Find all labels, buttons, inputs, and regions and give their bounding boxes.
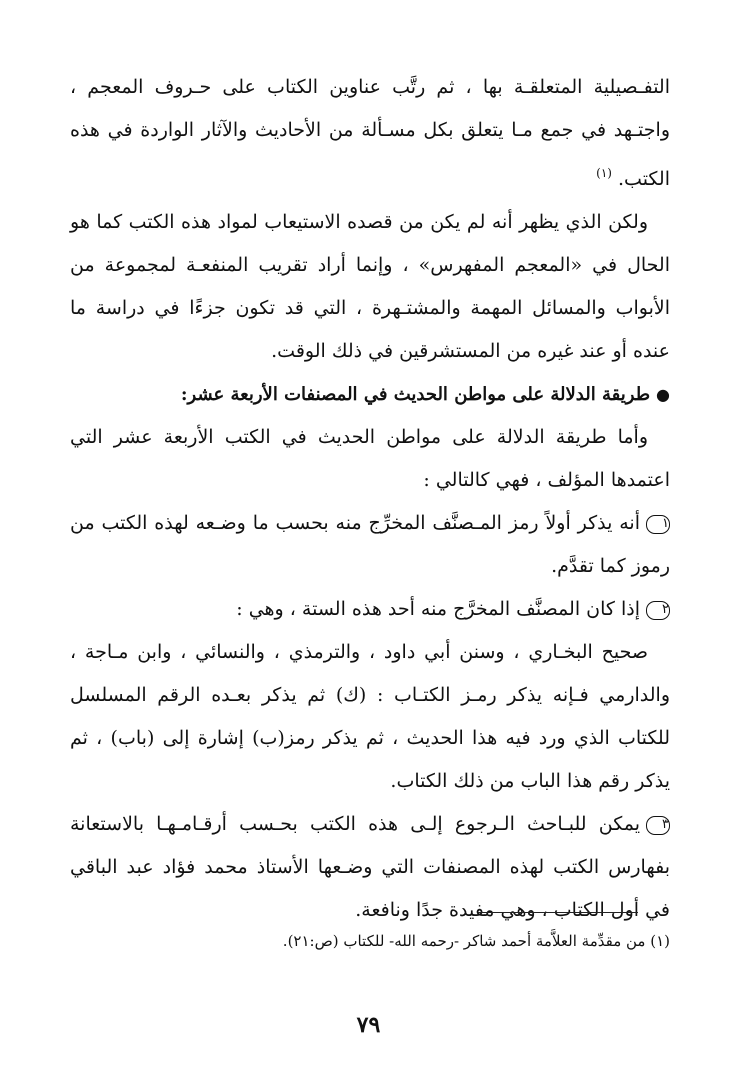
paragraph-1 [70,66,670,201]
list-item-1-text: أنه يذكر أولاً رمز المـصنَّف المخرِّج منه بحسب ما وضـعه لهذه الكتب من رموز كما تقدَّم. [70,512,670,577]
item-number-badge: ١ [646,515,670,534]
paragraph-2: ولكن الذي يظهر أنه لم يكن من قصده الاستيعاب لمواد هذه الكتب كما هو الحال في «المعجم المفهرس» ، وإنما أراد تقريب المنفعـة لمجموعة من الأبواب والمسائل المهمة والمشتـهرة ، التي قد تكون جزءًا في دراسة ما عنده أو عند غيره من المستشرقين في ذلك الوقت. [70,211,670,362]
footnote: (١) من مقدِّمة العلاَّمة أحمد شاكر -رحمه الله- للكتاب (ص:٢١). [282,932,670,950]
item-number-badge: ٢ [646,601,670,620]
bullet-icon: ● [656,385,670,404]
footnote-marker: (١) [596,166,612,180]
paragraph-3: وأما طريقة الدلالة على مواطن الحديث في الكتب الأربعة عشر التي اعتمدها المؤلف ، فهي كالتالي : [70,426,670,491]
list-item-2 [70,588,670,631]
section-heading-text: طريقة الدلالة على مواطن الحديث في المصنفات الأربعة عشر: [180,384,651,405]
item-number-badge: ٣ [646,816,670,835]
body-text [70,66,670,932]
paragraph-1-text: التفـصيلية المتعلقـة بها ، ثم رتَّب عناوين الكتاب على حـروف المعجم ، واجتـهد في جمع مـا يتعلق بكل مسـألة من الأحاديث والآثار الواردة في هذه الكتب. [70,76,670,190]
section-heading [70,373,670,416]
list-item-2-text: إذا كان المصنَّف المخرَّج منه أحد هذه الستة ، وهي : [236,598,640,620]
list-item-3-text: يمكن للبـاحث الـرجوع إلـى هذه الكتب بحـسب أرقـامـهـا بالاستعانة بفهارس الكتب لهذه المصنفات التي وضـعها الأستاذ محمد فؤاد عبد الباقي في أول الكتاب ، وهي مفيدة جدًا ونافعة. [70,813,670,921]
paragraph-4: صحيح البخـاري ، وسنن أبي داود ، والترمذي ، والنسائي ، وابن مـاجة ، والدارمي فـإنه يذكر رمـز الكتـاب : (ك) ثم يذكر بعـده الرقم المسلسل للكتاب الذي ورد فيه هذا الحديث ، ثم يذكر رمز(ب) إشارة إلى (باب) ، ثم يذكر رقم هذا الباب من ذلك الكتاب. [70,641,670,792]
footnote-divider [478,912,638,913]
list-item-1 [70,502,670,588]
page-number: ٧٩ [356,1012,381,1038]
